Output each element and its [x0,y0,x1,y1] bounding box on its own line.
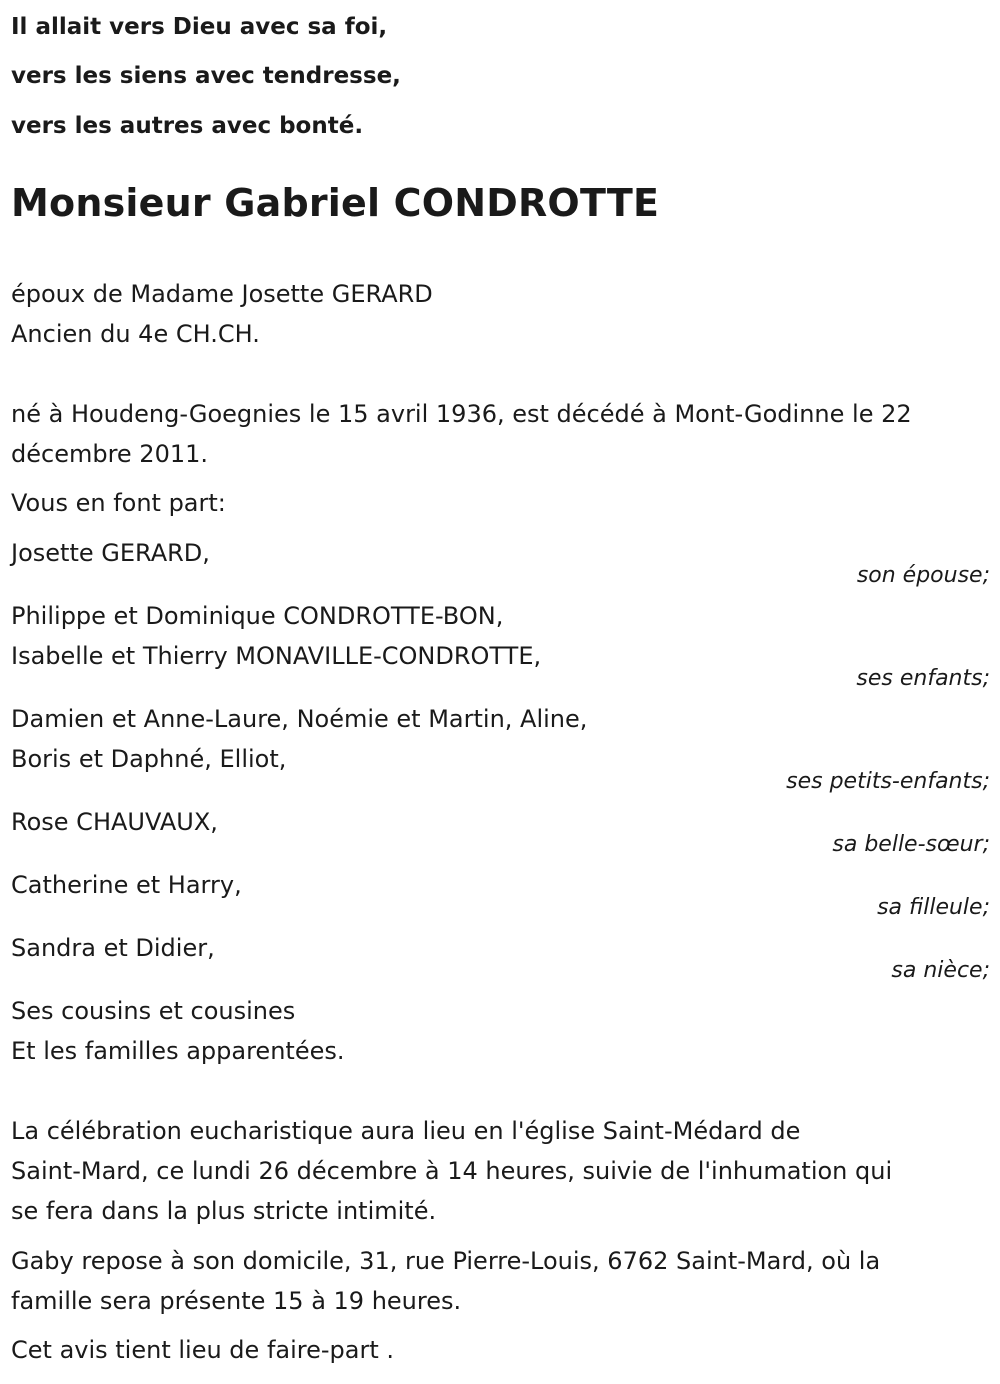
grandchildren-line: Boris et Daphné, Elliot, [11,745,287,773]
cousins-line: Ses cousins et cousines [11,997,296,1025]
goddaughter-role: sa filleule; [877,895,990,920]
sister-in-law-names: Rose CHAUVAUX, [11,808,218,836]
verse-line: Il allait vers Dieu avec sa foi, [11,14,388,40]
children-line: Isabelle et Thierry MONAVILLE-CONDROTTE, [11,642,542,670]
ceremony-line: La célébration eucharistique aura lieu en l'église Saint-Médard de [11,1117,801,1145]
rest-line: famille sera présente 15 à 19 heures. [11,1287,462,1315]
niece-names: Sandra et Didier, [11,934,215,962]
families-line: Et les familles apparentées. [11,1037,345,1065]
sister-in-law-role: sa belle-sœur; [832,832,990,857]
children-role: ses enfants; [856,666,990,691]
wife-names: Josette GERARD, [11,539,210,567]
former-line: Ancien du 4e CH.CH. [11,320,260,348]
rest-line: Gaby repose à son domicile, 31, rue Pierre-Louis, 6762 Saint-Mard, où la [11,1247,881,1275]
ceremony-line: Saint-Mard, ce lundi 26 décembre à 14 heures, suivie de l'inhumation qui [11,1157,893,1185]
deceased-name: Monsieur Gabriel CONDROTTE [11,181,660,225]
niece-role: sa nièce; [891,958,990,983]
goddaughter-names: Catherine et Harry, [11,871,242,899]
wife-role: son épouse; [856,563,990,588]
ceremony-line: se fera dans la plus stricte intimité. [11,1197,437,1225]
birth-death-line: né à Houdeng-Goegnies le 15 avril 1936, est décédé à Mont-Godinne le 22 [11,400,912,428]
grandchildren-role: ses petits-enfants; [786,769,990,794]
verse-line: vers les autres avec bonté. [11,113,364,139]
children-line: Philippe et Dominique CONDROTTE-BON, [11,602,504,630]
grandchildren-line: Damien et Anne-Laure, Noémie et Martin, Aline, [11,705,588,733]
closing-line: Cet avis tient lieu de faire-part . [11,1336,395,1364]
birth-death-line: décembre 2011. [11,440,209,468]
verse-line: vers les siens avec tendresse, [11,63,401,89]
announcers-intro: Vous en font part: [11,489,226,517]
spouse-line: époux de Madame Josette GERARD [11,280,433,308]
